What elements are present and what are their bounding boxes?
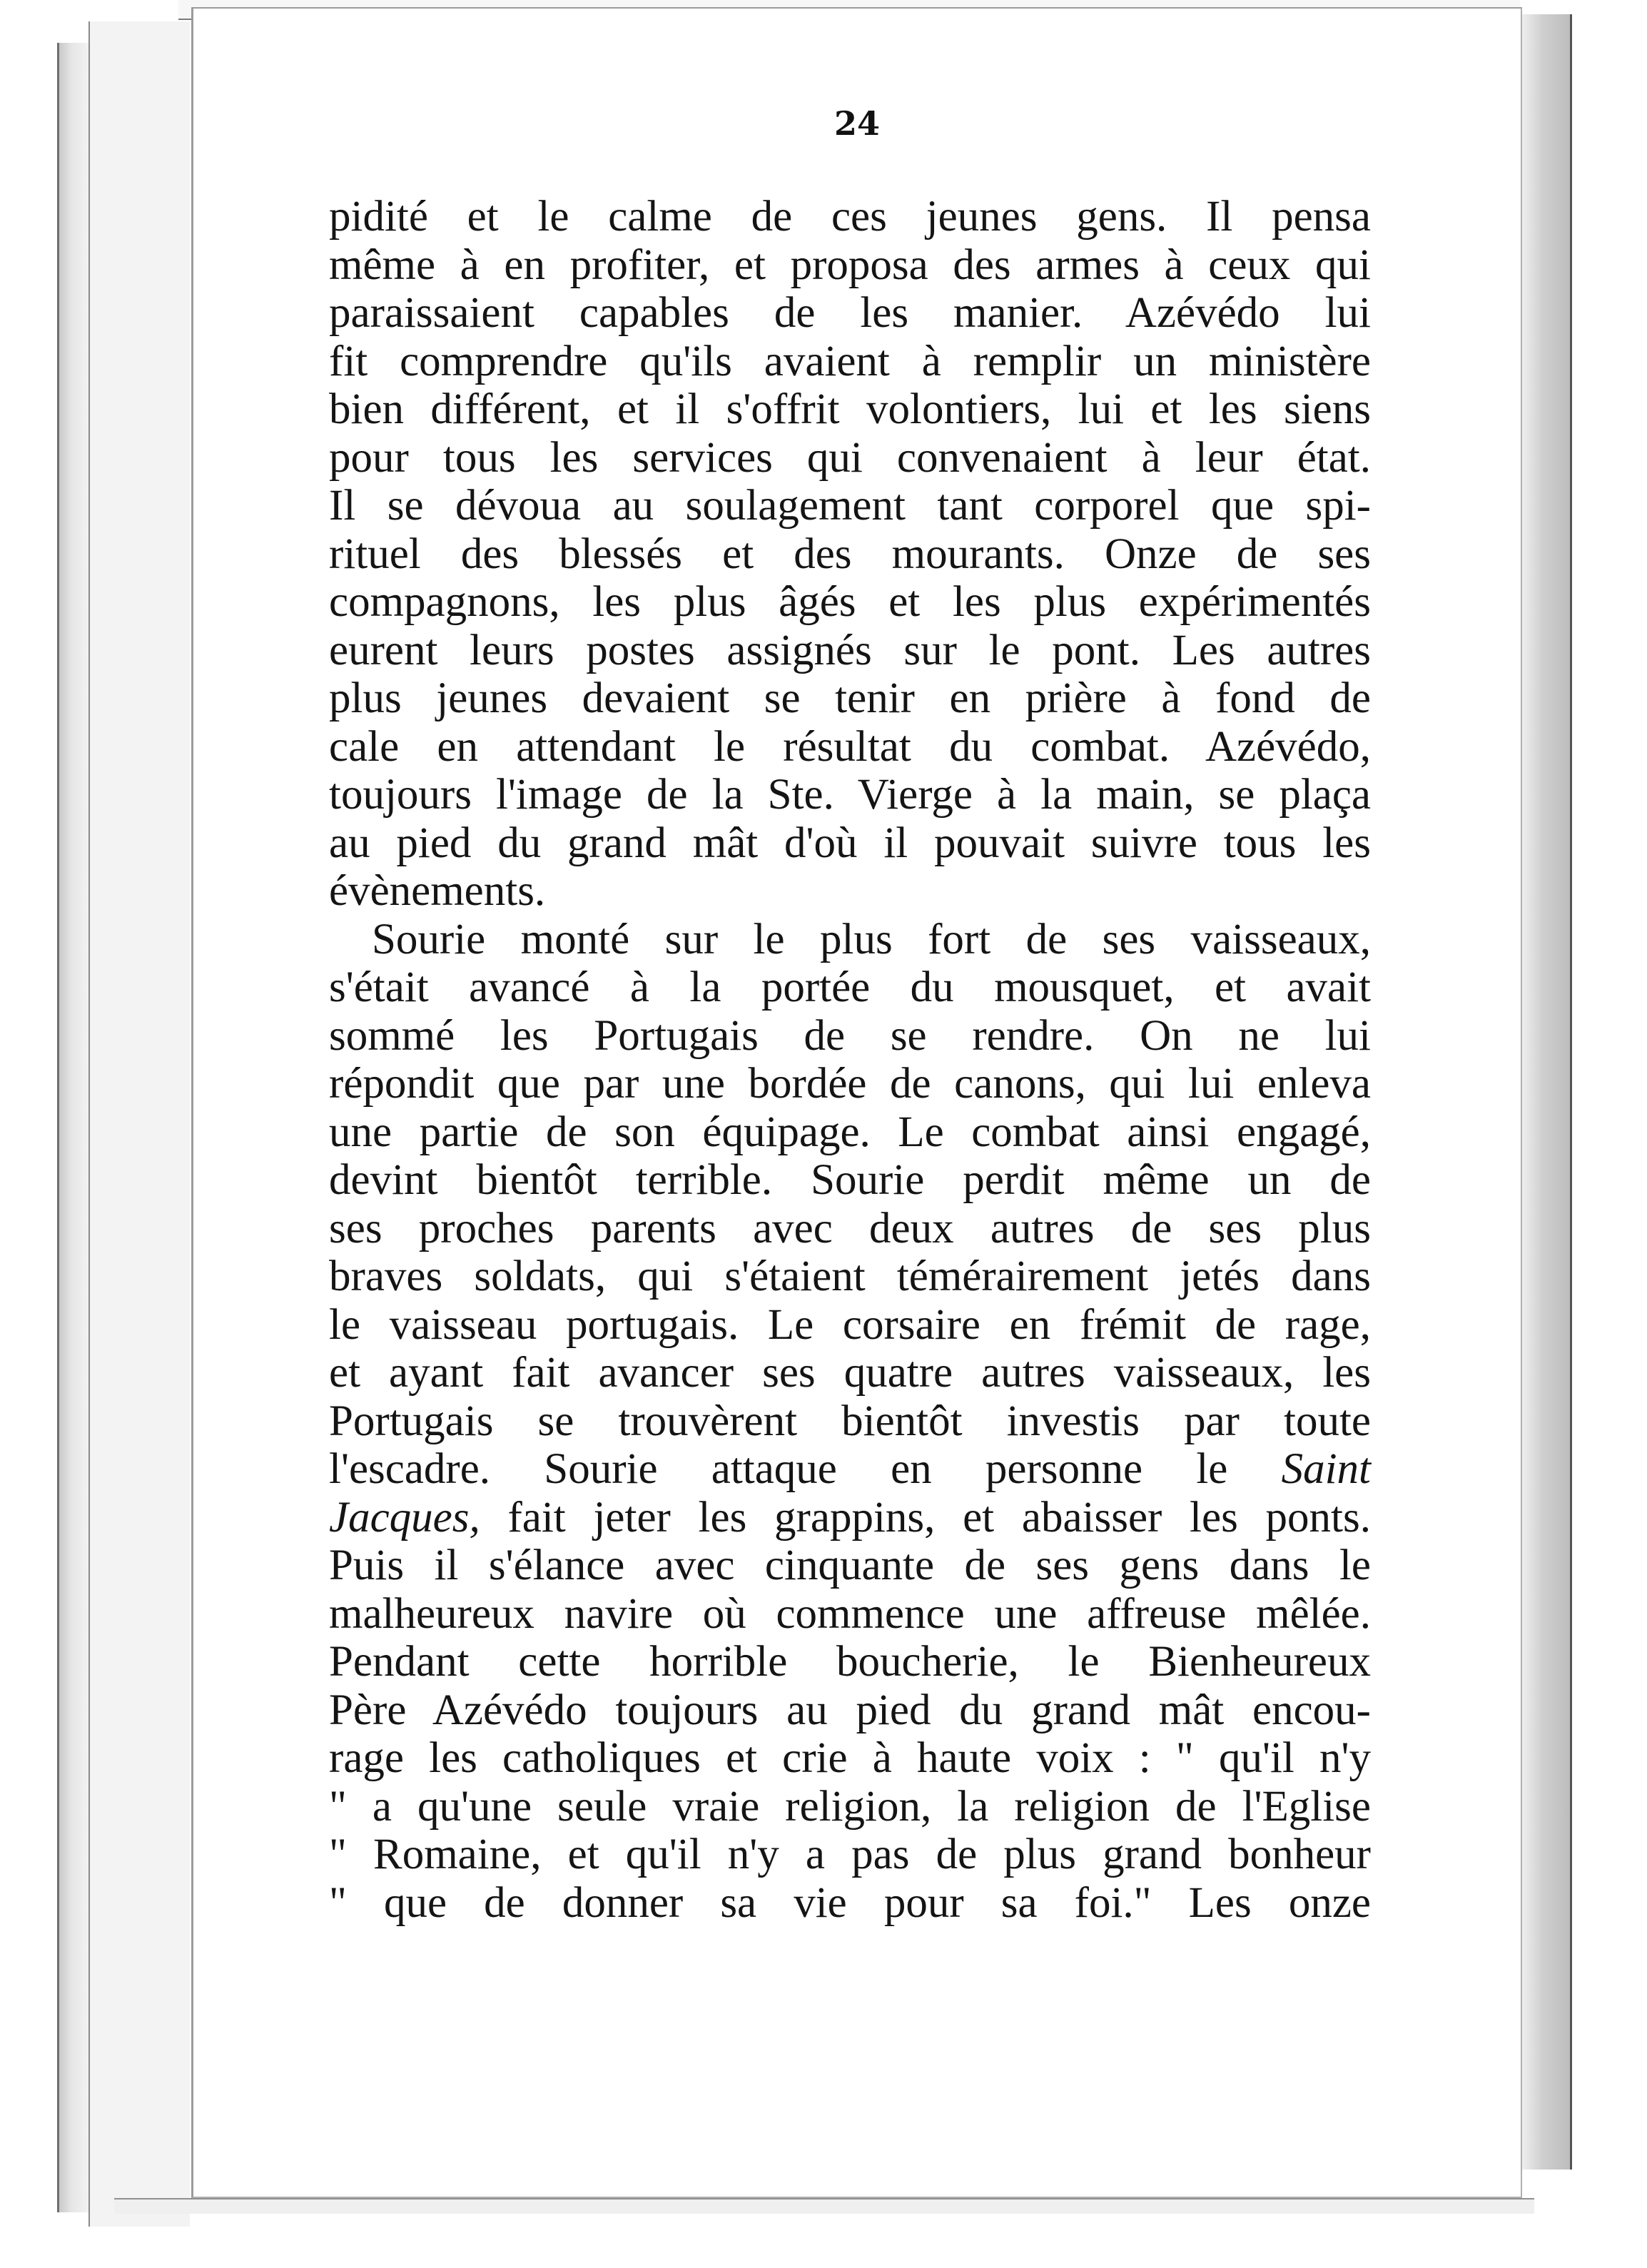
left-page-edge xyxy=(57,43,91,2212)
text-line: toujours l'image de la Ste. Vierge à la main, se plaça xyxy=(329,771,1371,819)
left-page-edge-inner xyxy=(88,21,190,2227)
text-line: le vaisseau portugais. Le corsaire en frémit de rage, xyxy=(329,1300,1371,1349)
text-line: l'escadre. Sourie attaque en personne le Saint xyxy=(329,1445,1371,1493)
text-line: et ayant fait avancer ses quatre autres vaisseaux, les xyxy=(329,1349,1371,1397)
text-line: bien différent, et il s'offrit volontiers, lui et les siens xyxy=(329,385,1371,433)
text-line: répondit que par une bordée de canons, qui lui enleva xyxy=(329,1060,1371,1108)
text-line: compagnons, les plus âgés et les plus expérimentés xyxy=(329,578,1371,626)
text-line: s'était avancé à la portée du mousquet, et avait xyxy=(329,963,1371,1011)
body-text xyxy=(329,193,1371,1927)
text-line: plus jeunes devaient se tenir en prière à fond de xyxy=(329,674,1371,722)
text-line: Portugais se trouvèrent bientôt investis par toute xyxy=(329,1397,1371,1445)
page-number: 24 xyxy=(833,104,880,143)
text-line: même à en profiter, et proposa des armes à ceux qui xyxy=(329,241,1371,289)
text-line: évènements. xyxy=(329,867,546,915)
text-line: sommé les Portugais de se rendre. On ne lui xyxy=(329,1011,1371,1060)
text-line: braves soldats, qui s'étaient témérairement jetés dans xyxy=(329,1252,1371,1300)
text-line: fit comprendre qu'ils avaient à remplir un ministère xyxy=(329,337,1371,385)
text-line: " a qu'une seule vraie religion, la religion de l'Eglise xyxy=(329,1782,1371,1831)
text-line: paraissaient capables de les manier. Azévédo lui xyxy=(329,289,1371,337)
text-line: cale en attendant le résultat du combat. Azévédo, xyxy=(329,722,1371,771)
text-line: au pied du grand mât d'où il pouvait suivre tous les xyxy=(329,819,1371,867)
right-page-edge xyxy=(1520,14,1572,2170)
text-line: devint bientôt terrible. Sourie perdit même un de xyxy=(329,1156,1371,1204)
bottom-page-edge xyxy=(114,2198,1534,2214)
text-line: eurent leurs postes assignés sur le pont. Les autres xyxy=(329,626,1371,674)
text-line: Il se dévoua au soulagement tant corporel que spi- xyxy=(329,482,1371,530)
text-line: Jacques, fait jeter les grappins, et abaisser les ponts. xyxy=(329,1493,1371,1541)
page-sheet xyxy=(191,7,1522,2198)
text-line: " que de donner sa vie pour sa foi." Les onze xyxy=(329,1878,1371,1927)
text-line: Pendant cette horrible boucherie, le Bienheureux xyxy=(329,1638,1371,1686)
text-line: " Romaine, et qu'il n'y a pas de plus grand bonheur xyxy=(329,1831,1371,1878)
text-line: Puis il s'élance avec cinquante de ses gens dans le xyxy=(329,1541,1371,1589)
text-line: Père Azévédo toujours au pied du grand mât encou- xyxy=(329,1686,1371,1734)
text-line: Sourie monté sur le plus fort de ses vaisseaux, xyxy=(372,915,1371,963)
text-line: rage les catholiques et crie à haute voix : " qu'il n'y xyxy=(329,1734,1371,1782)
text-line: pidité et le calme de ces jeunes gens. Il pensa xyxy=(329,193,1371,241)
text-line: une partie de son équipage. Le combat ainsi engagé, xyxy=(329,1108,1371,1156)
text-line: pour tous les services qui convenaient à leur état. xyxy=(329,433,1371,482)
text-line: ses proches parents avec deux autres de ses plus xyxy=(329,1204,1371,1252)
text-line: malheureux navire où commence une affreuse mêlée. xyxy=(329,1589,1371,1638)
text-line: rituel des blessés et des mourants. Onze de ses xyxy=(329,530,1371,578)
